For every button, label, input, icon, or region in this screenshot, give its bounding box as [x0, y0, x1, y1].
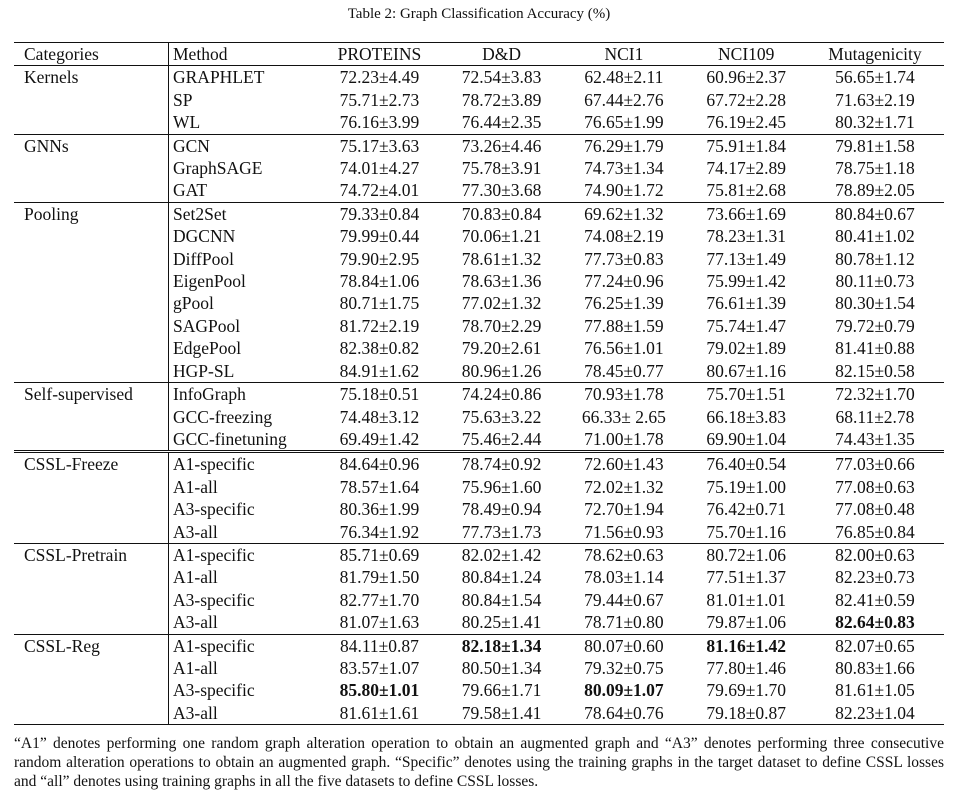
value-cell: 80.71±1.75 [339, 293, 420, 314]
category-cell [14, 225, 169, 247]
category-cell: CSSL-Pretrain [14, 543, 169, 566]
method-cell: GAT [173, 180, 208, 201]
value-cell: 76.65±1.99 [584, 112, 664, 133]
method-cell: SAGPool [173, 315, 241, 336]
table-row [14, 589, 944, 611]
value-cell: 78.89±2.05 [835, 180, 915, 201]
value-cell: 67.44±2.76 [584, 89, 664, 110]
value-cell: 76.25±1.39 [584, 293, 664, 314]
value-cell: 81.61±1.61 [317, 702, 442, 725]
value-cell: 76.85±0.84 [835, 521, 915, 542]
value-cell: 74.72±4.01 [339, 180, 420, 201]
table-row [14, 521, 944, 544]
value-cell: 66.33± 2.65 [581, 406, 666, 427]
method-cell: GraphSAGE [173, 158, 263, 179]
value-cell: 80.78±1.12 [835, 248, 915, 269]
value-cell: 75.19±1.00 [706, 476, 787, 497]
category-cell [14, 89, 169, 111]
category-cell [14, 111, 169, 134]
value-cell: 68.11±2.78 [835, 406, 915, 427]
table-caption: Table 2: Graph Classification Accuracy (%) [347, 6, 611, 22]
method-cell: A1-all [173, 567, 218, 588]
value-cell: 80.72±1.06 [687, 543, 806, 566]
value-cell: 79.66±1.71 [461, 680, 542, 701]
value-cell: 79.32±0.75 [584, 657, 664, 678]
value-cell: 79.20±2.61 [461, 338, 542, 359]
table-row [14, 406, 944, 428]
best-value: 82.64±0.83 [835, 612, 915, 633]
category-cell [14, 315, 169, 337]
value-cell: 77.73±0.83 [584, 248, 664, 269]
value-cell: 80.84±0.67 [806, 202, 944, 225]
category-cell [14, 611, 169, 634]
value-cell: 78.64±0.76 [561, 702, 686, 725]
value-cell: 69.49±1.42 [339, 428, 420, 449]
method-cell: DiffPool [173, 248, 234, 269]
value-cell: 75.81±2.68 [706, 180, 787, 201]
value-cell: 80.25±1.41 [461, 612, 542, 633]
table-row [14, 89, 944, 111]
value-cell: 77.80±1.46 [706, 657, 787, 678]
value-cell: 79.58±1.41 [442, 702, 561, 725]
category-cell [14, 337, 169, 359]
method-cell: HGP-SL [173, 360, 235, 381]
table-row [14, 66, 944, 89]
value-cell: 75.70±1.51 [687, 383, 806, 406]
value-cell: 77.51±1.37 [706, 567, 787, 588]
value-cell [687, 634, 806, 657]
method-cell: A1-all [173, 657, 218, 678]
category-cell [14, 589, 169, 611]
table-row [14, 383, 944, 406]
value-cell: 80.83±1.66 [835, 657, 915, 678]
value-cell: 82.07±0.65 [806, 634, 944, 657]
value-cell: 62.48±2.11 [561, 66, 686, 89]
value-cell: 82.77±1.70 [339, 589, 420, 610]
value-cell: 74.73±1.34 [584, 158, 664, 179]
category-cell [14, 498, 169, 520]
table-row [14, 134, 944, 157]
value-cell: 84.64±0.96 [317, 452, 442, 476]
method-cell: A1-specific [169, 452, 318, 476]
value-cell: 75.46±2.44 [461, 428, 542, 449]
value-cell: 77.08±0.63 [835, 476, 915, 497]
results-table [14, 42, 944, 725]
table-row [14, 225, 944, 247]
value-cell: 70.83±0.84 [442, 202, 561, 225]
table-row [14, 270, 944, 292]
method-cell: DGCNN [173, 226, 236, 247]
value-cell: 77.03±0.66 [806, 452, 944, 476]
value-cell: 74.90±1.72 [584, 180, 664, 201]
value-cell: 81.07±1.63 [339, 612, 420, 633]
method-cell: A3-all [173, 521, 218, 542]
category-cell [14, 270, 169, 292]
header-proteins: PROTEINS [317, 43, 442, 66]
method-cell: InfoGraph [169, 383, 318, 406]
value-cell: 72.60±1.43 [561, 452, 686, 476]
value-cell: 69.90±1.04 [706, 428, 787, 449]
value-cell: 84.91±1.62 [339, 360, 420, 381]
table-row [14, 634, 944, 657]
table-row [14, 679, 944, 701]
header-method: Method [169, 43, 318, 66]
value-cell: 70.93±1.78 [561, 383, 686, 406]
value-cell: 56.65±1.74 [806, 66, 944, 89]
method-cell: EdgePool [173, 338, 242, 359]
value-cell: 81.72±2.19 [339, 315, 420, 336]
value-cell: 75.18±0.51 [317, 383, 442, 406]
category-cell [14, 292, 169, 314]
value-cell: 79.87±1.06 [706, 612, 787, 633]
value-cell: 79.99±0.44 [339, 226, 420, 247]
value-cell: 74.17±2.89 [706, 158, 787, 179]
value-cell: 77.13±1.49 [706, 248, 787, 269]
value-cell: 75.99±1.42 [706, 271, 787, 292]
method-cell: A1-specific [169, 634, 318, 657]
value-cell: 80.30±1.54 [835, 293, 915, 314]
table-row [14, 611, 944, 634]
header-row [14, 43, 944, 66]
value-cell: 82.00±0.63 [806, 543, 944, 566]
value-cell: 82.41±0.59 [835, 589, 915, 610]
method-cell: A3-specific [173, 499, 255, 520]
value-cell: 77.73±1.73 [461, 521, 542, 542]
value-cell: 80.50±1.34 [461, 657, 542, 678]
category-cell [14, 406, 169, 428]
value-cell: 77.02±1.32 [461, 293, 542, 314]
value-cell: 80.84±1.54 [461, 589, 542, 610]
method-cell: gPool [173, 293, 214, 314]
value-cell: 74.48±3.12 [339, 406, 420, 427]
value-cell: 71.00±1.78 [584, 428, 664, 449]
category-cell: CSSL-Reg [14, 634, 169, 657]
value-cell: 73.26±4.46 [442, 134, 561, 157]
value-cell: 81.61±1.05 [835, 680, 915, 701]
category-cell: Kernels [14, 66, 169, 89]
table-row [14, 292, 944, 314]
value-cell: 77.88±1.59 [584, 315, 664, 336]
value-cell: 76.29±1.79 [561, 134, 686, 157]
value-cell: 77.08±0.48 [835, 499, 915, 520]
category-cell [14, 679, 169, 701]
value-cell: 79.90±2.95 [339, 248, 420, 269]
category-cell: GNNs [14, 134, 169, 157]
value-cell: 78.49±0.94 [461, 499, 542, 520]
table-row [14, 702, 944, 725]
value-cell: 79.18±0.87 [687, 702, 806, 725]
table-row [14, 566, 944, 588]
table-row [14, 337, 944, 359]
value-cell: 82.38±0.82 [339, 338, 420, 359]
value-cell: 77.30±3.68 [461, 180, 542, 201]
value-cell: 72.02±1.32 [584, 476, 664, 497]
value-cell: 76.56±1.01 [584, 338, 664, 359]
value-cell: 78.74±0.92 [442, 452, 561, 476]
value-cell: 72.23±4.49 [317, 66, 442, 89]
table-row [14, 248, 944, 270]
value-cell: 80.67±1.16 [706, 360, 787, 381]
table-row [14, 111, 944, 134]
value-cell [561, 679, 686, 701]
best-value: 82.18±1.34 [461, 635, 542, 656]
value-cell: 73.66±1.69 [687, 202, 806, 225]
best-value: 81.16±1.42 [706, 635, 787, 656]
value-cell: 75.78±3.91 [461, 158, 542, 179]
header-nci1: NCI1 [561, 43, 686, 66]
value-cell: 80.41±1.02 [835, 226, 915, 247]
value-cell: 75.17±3.63 [317, 134, 442, 157]
value-cell: 76.40±0.54 [687, 452, 806, 476]
category-cell [14, 657, 169, 679]
value-cell: 75.71±2.73 [339, 89, 420, 110]
table-row [14, 315, 944, 337]
method-cell: EigenPool [173, 271, 246, 292]
best-value: 80.09±1.07 [584, 680, 664, 701]
value-cell: 72.54±3.83 [442, 66, 561, 89]
value-cell: 80.84±1.24 [461, 567, 542, 588]
category-cell [14, 179, 169, 202]
value-cell: 66.18±3.83 [706, 406, 787, 427]
category-cell: CSSL-Freeze [14, 452, 169, 476]
value-cell: 76.16±3.99 [339, 112, 420, 133]
category-cell [14, 360, 169, 383]
value-cell: 81.79±1.50 [339, 567, 420, 588]
value-cell: 81.41±0.88 [835, 338, 915, 359]
value-cell: 78.70±2.29 [461, 315, 542, 336]
table-row [14, 657, 944, 679]
table-row [14, 157, 944, 179]
value-cell: 74.01±4.27 [339, 158, 420, 179]
value-cell: 79.33±0.84 [317, 202, 442, 225]
method-cell: WL [173, 112, 201, 133]
table-footnote: “A1” denotes performing one random graph alteration operation to obtain an augmented graph and “A3” denotes performing three consecutive random alteration operations to obtain an augmented graph. “Specific” denotes using the training graphs in the target dataset to define CSSL losses and “all” denotes using training graphs in all the five datasets to define CSSL losses. [14, 735, 944, 790]
value-cell: 75.63±3.22 [461, 406, 542, 427]
value-cell: 78.72±3.89 [461, 89, 542, 110]
value-cell: 76.34±1.92 [339, 521, 420, 542]
value-cell: 82.23±1.04 [806, 702, 944, 725]
header-mutagenicity: Mutagenicity [806, 43, 944, 66]
category-cell [14, 428, 169, 452]
header-nci109: NCI109 [687, 43, 806, 66]
value-cell: 82.23±0.73 [835, 567, 915, 588]
table-row [14, 476, 944, 498]
value-cell: 74.43±1.35 [835, 428, 915, 449]
method-cell: Set2Set [169, 202, 318, 225]
method-cell: A3-specific [173, 589, 255, 610]
value-cell: 77.24±0.96 [584, 271, 664, 292]
value-cell [317, 679, 442, 701]
value-cell: 79.02±1.89 [706, 338, 787, 359]
value-cell: 69.62±1.32 [561, 202, 686, 225]
value-cell: 78.61±1.32 [461, 248, 542, 269]
value-cell: 80.96±1.26 [461, 360, 542, 381]
value-cell: 76.61±1.39 [706, 293, 787, 314]
value-cell: 71.56±0.93 [584, 521, 664, 542]
value-cell: 75.96±1.60 [461, 476, 542, 497]
value-cell: 74.24±0.86 [442, 383, 561, 406]
value-cell: 80.36±1.99 [339, 499, 420, 520]
header-dd: D&D [442, 43, 561, 66]
value-cell: 67.72±2.28 [706, 89, 787, 110]
value-cell: 79.72±0.79 [835, 315, 915, 336]
value-cell: 80.11±0.73 [835, 271, 915, 292]
value-cell: 84.11±0.87 [317, 634, 442, 657]
table-row [14, 543, 944, 566]
method-cell: GRAPHLET [169, 66, 318, 89]
value-cell: 83.57±1.07 [339, 657, 420, 678]
value-cell: 60.96±2.37 [687, 66, 806, 89]
value-cell: 78.45±0.77 [584, 360, 664, 381]
category-cell [14, 566, 169, 588]
value-cell: 78.62±0.63 [561, 543, 686, 566]
value-cell: 81.01±1.01 [706, 589, 787, 610]
value-cell: 71.63±2.19 [835, 89, 915, 110]
category-cell: Pooling [14, 202, 169, 225]
value-cell: 82.02±1.42 [442, 543, 561, 566]
method-cell: A3-all [173, 612, 218, 633]
value-cell: 76.42±0.71 [706, 499, 787, 520]
method-cell: A1-all [173, 476, 218, 497]
value-cell: 80.32±1.71 [835, 112, 915, 133]
value-cell: 82.15±0.58 [835, 360, 915, 381]
value-cell: 78.84±1.06 [339, 271, 420, 292]
value-cell: 74.08±2.19 [584, 226, 664, 247]
method-cell: A1-specific [169, 543, 318, 566]
table-row [14, 179, 944, 202]
value-cell: 75.70±1.16 [706, 521, 787, 542]
method-cell: GCC-finetuning [173, 428, 287, 449]
value-cell: 78.71±0.80 [584, 612, 664, 633]
table-row [14, 360, 944, 383]
value-cell: 78.63±1.36 [461, 271, 542, 292]
table-row [14, 428, 944, 452]
category-cell [14, 476, 169, 498]
category-cell [14, 157, 169, 179]
value-cell: 78.75±1.18 [835, 158, 915, 179]
method-cell: A3-specific [173, 680, 255, 701]
value-cell: 75.91±1.84 [687, 134, 806, 157]
method-cell: SP [173, 89, 193, 110]
value-cell [806, 611, 944, 634]
table-body [14, 66, 944, 725]
value-cell: 78.23±1.31 [706, 226, 787, 247]
method-cell: GCC-freezing [173, 406, 273, 427]
value-cell: 76.19±2.45 [706, 112, 787, 133]
value-cell: 80.07±0.60 [561, 634, 686, 657]
value-cell: 76.44±2.35 [461, 112, 542, 133]
value-cell: 75.74±1.47 [706, 315, 787, 336]
table-row [14, 498, 944, 520]
category-cell [14, 521, 169, 544]
value-cell: 85.71±0.69 [317, 543, 442, 566]
category-cell [14, 248, 169, 270]
method-cell: GCN [169, 134, 318, 157]
header-categories: Categories [14, 43, 169, 66]
value-cell: 79.44±0.67 [584, 589, 664, 610]
value-cell: 79.69±1.70 [706, 680, 787, 701]
value-cell [442, 634, 561, 657]
category-cell [14, 702, 169, 725]
value-cell: 72.70±1.94 [584, 499, 664, 520]
table-row [14, 452, 944, 476]
category-cell: Self-supervised [14, 383, 169, 406]
best-value: 85.80±1.01 [339, 680, 420, 701]
table-row [14, 202, 944, 225]
method-cell: A3-all [169, 702, 318, 725]
value-cell: 78.03±1.14 [584, 567, 664, 588]
value-cell: 72.32±1.70 [806, 383, 944, 406]
value-cell: 70.06±1.21 [461, 226, 542, 247]
value-cell: 79.81±1.58 [806, 134, 944, 157]
value-cell: 78.57±1.64 [339, 476, 420, 497]
